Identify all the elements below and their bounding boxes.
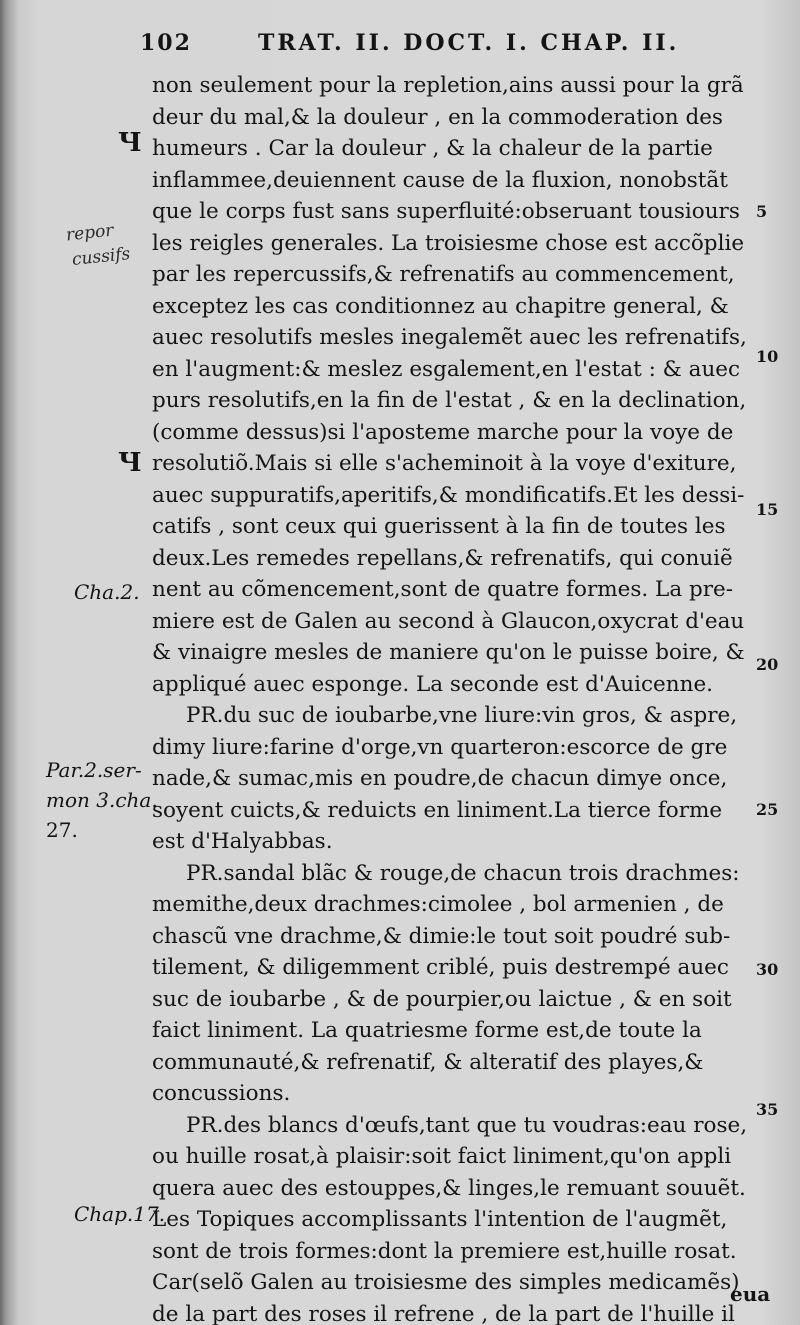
line-number: 30: [756, 960, 779, 979]
catchword: eua: [730, 1282, 771, 1306]
handwritten-note-line-1: repor: [65, 220, 115, 246]
paragraph-mark: Ч: [118, 128, 142, 158]
text-line: concussions.: [152, 1081, 291, 1106]
text-line: PR.du suc de ioubarbe,vne liure:vin gros, & aspre,: [186, 703, 738, 728]
text-line: inflammee,deuiennent cause de la fluxion, nonobstãt: [152, 168, 728, 193]
text-line: miere est de Galen au second à Glaucon,oxycrat d'eau: [152, 609, 745, 634]
text-line: de la part des roses il refrene , de la part de l'huille il: [152, 1302, 735, 1325]
text-line: communauté,& refrenatif, & alteratif des playes,&: [152, 1050, 704, 1075]
margin-note: Par.2.ser-: [46, 758, 142, 782]
text-line: humeurs . Car la douleur , & la chaleur de la partie: [152, 136, 713, 161]
paragraph-mark: Ч: [118, 448, 142, 478]
line-number: 20: [756, 655, 779, 674]
text-line: deux.Les remedes repellans,& refrenatifs, qui conuiẽ: [152, 546, 733, 571]
page-number: 102: [140, 30, 192, 56]
text-line: sont de trois formes:dont la premiere est,huille rosat.: [152, 1239, 737, 1264]
text-line: chascũ vne drachme,& dimie:le tout soit poudré sub-: [152, 924, 731, 949]
text-line: purs resolutifs,en la fin de l'estat , & en la declination,: [152, 388, 747, 413]
line-number: 10: [756, 347, 779, 366]
text-line: PR.des blancs d'œufs,tant que tu voudras:eau rose,: [186, 1113, 748, 1138]
line-number: 25: [756, 800, 779, 819]
text-line: les reigles generales. La troisiesme chose est accõplie: [152, 231, 745, 256]
text-line: exceptez les cas conditionnez au chapitre general, &: [152, 294, 729, 319]
text-line: auec suppuratifs,aperitifs,& mondificatifs.Et les dessi-: [152, 483, 745, 508]
handwritten-note-line-2: cussifs: [71, 244, 132, 270]
text-line: dimy liure:farine d'orge,vn quarteron:escorce de gre: [152, 735, 728, 760]
running-head-title: TRAT. II. DOCT. I. CHAP. II.: [258, 30, 680, 56]
text-line: & vinaigre mesles de maniere qu'on le puisse boire, &: [152, 640, 745, 665]
text-line: nent au cõmencement,sont de quatre formes. La pre-: [152, 577, 734, 602]
text-line: que le corps fust sans superfluité:obseruant tousiours: [152, 199, 740, 224]
text-line: deur du mal,& la douleur , en la commoderation des: [152, 105, 723, 130]
margin-note: mon 3.cha.: [46, 788, 158, 812]
line-number: 15: [756, 500, 779, 519]
text-line: Car(selõ Galen au troisiesme des simples medicamẽs): [152, 1270, 740, 1295]
text-line: soyent cuicts,& reduicts en liniment.La tierce forme: [152, 798, 723, 823]
text-line: en l'augment:& meslez esgalement,en l'estat : & auec: [152, 357, 741, 382]
margin-note: Chap.17.: [74, 1202, 166, 1226]
text-line: est d'Halyabbas.: [152, 829, 333, 854]
text-line: auec resolutifs mesles inegalemẽt auec les refrenatifs,: [152, 325, 747, 350]
text-line: (comme dessus)si l'aposteme marche pour la voye de: [152, 420, 734, 445]
text-line: par les repercussifs,& refrenatifs au commencement,: [152, 262, 735, 287]
text-line: PR.sandal blãc & rouge,de chacun trois drachmes:: [186, 861, 740, 886]
text-line: quera auec des estouppes,& linges,le remuant souuẽt.: [152, 1176, 746, 1201]
text-line: nade,& sumac,mis en poudre,de chacun dimye once,: [152, 766, 728, 791]
text-line: Les Topiques accomplissants l'intention de l'augmẽt,: [152, 1207, 728, 1232]
text-line: non seulement pour la repletion,ains aussi pour la grã: [152, 73, 744, 98]
text-line: suc de ioubarbe , & de pourpier,ou laictue , & en soit: [152, 987, 732, 1012]
line-number: 5: [756, 202, 768, 221]
text-line: faict liniment. La quatriesme forme est,de toute la: [152, 1018, 702, 1043]
text-line: appliqué auec esponge. La seconde est d'Auicenne.: [152, 672, 714, 697]
margin-note: Cha.2.: [74, 580, 140, 604]
line-number: 35: [756, 1100, 779, 1119]
text-line: catifs , sont ceux qui guerissent à la fin de toutes les: [152, 514, 726, 539]
text-line: tilement, & diligemment criblé, puis destrempé auec: [152, 955, 729, 980]
text-line: memithe,deux drachmes:cimolee , bol armenien , de: [152, 892, 724, 917]
margin-note: 27.: [46, 818, 78, 842]
text-line: resolutiõ.Mais si elle s'acheminoit à la voye d'exiture,: [152, 451, 737, 476]
text-line: ou huille rosat,à plaisir:soit faict liniment,qu'on appli: [152, 1144, 732, 1169]
